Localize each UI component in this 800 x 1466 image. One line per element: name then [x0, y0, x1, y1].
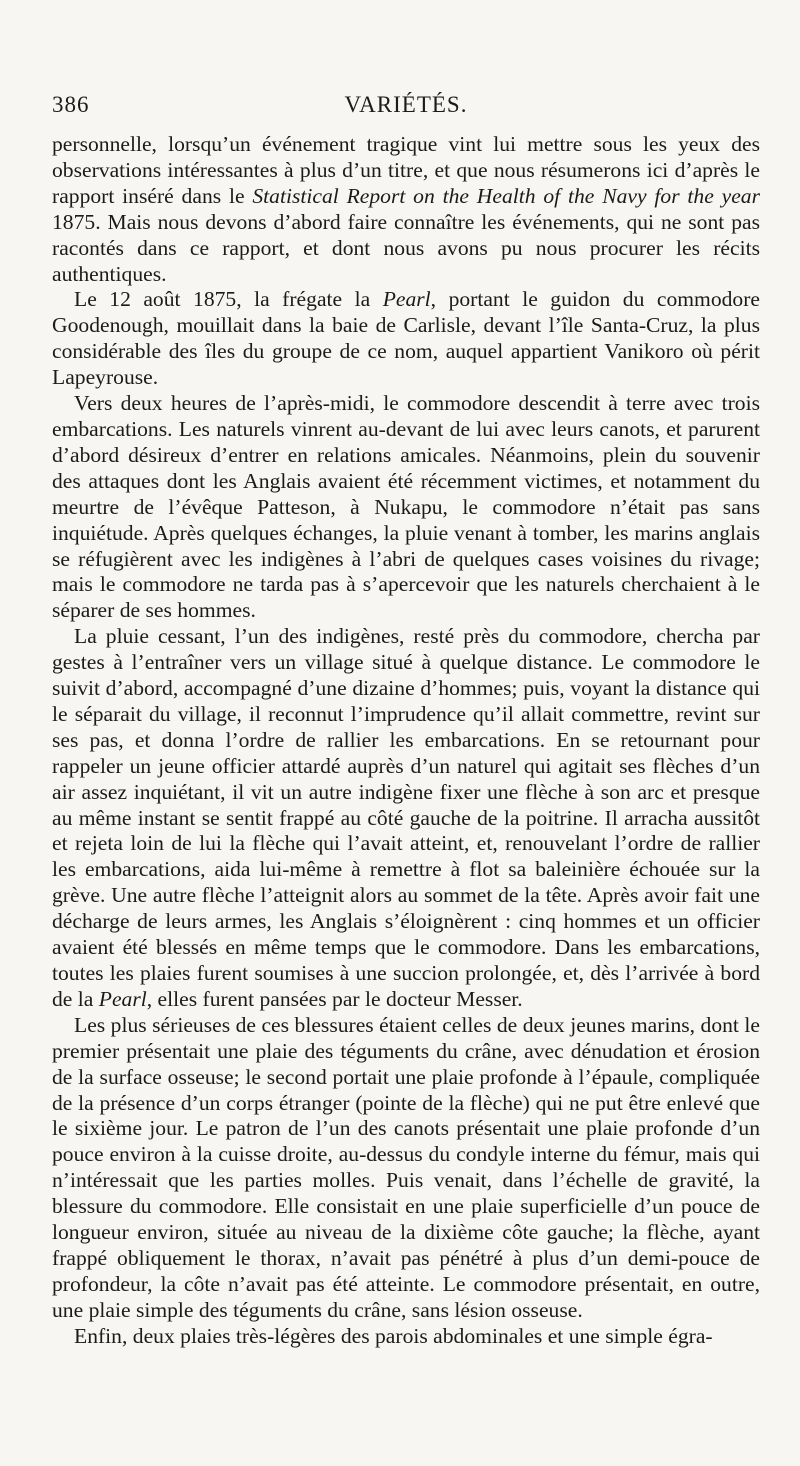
- paragraph-text: , elles furent pansées par le docteur Messer.: [146, 986, 523, 1011]
- paragraph-text: Vers deux heures de l’après-midi, le commodore descendit à terre avec trois embarcations. Les naturels vinrent au-devant de lui avec leurs canots, et parurent d’abord désireux d’entrer en relations amicales. Néanmoins, plein du souvenir des attaques dont les Anglais avaient été récemment victimes, et notamment du meurtre de l’évêque Patteson, à Nukapu, le commodore n’était pas sans inquiétude. Après quelques échanges, la pluie venant à tomber, les marins anglais se réfugièrent avec les indigènes à l’abri de quelques cases voisines du rivage; mais le commodore ne tarda pas à s’apercevoir que les naturels cherchaient à le séparer de ses hommes.: [52, 391, 760, 623]
- paragraph: [52, 287, 760, 391]
- body-text: [52, 132, 760, 1350]
- paragraph-text: Le 12 août 1875, la frégate la: [74, 287, 383, 312]
- paragraph-text: Les plus sérieuses de ces blessures étaient celles de deux jeunes marins, dont le premier présentait une plaie des téguments du crâne, avec dénudation et érosion de la surface osseuse; le second portait une plaie profonde à l’épaule, compliquée de la présence d’un corps étranger (pointe de la flèche) qui ne put être enlevé que le sixième jour. Le patron de l’un des canots présentait une plaie profonde d’un pouce environ à la cuisse droite, au-dessus du condyle interne du fémur, mais qui n’intéressait que les parties molles. Puis venait, dans l’échelle de gravité, la blessure du commodore. Elle consistait en une plaie superficielle d’un pouce de longueur environ, située au niveau de la dixième côte gauche; la flèche, ayant frappé obliquement le thorax, n’avait pas pénétré à plus d’un demi-pouce de profondeur, la côte n’avait pas été atteinte. Le commodore présentait, en outre, une plaie simple des téguments du crâne, sans lésion osseuse.: [52, 1012, 760, 1322]
- italic-text: Pearl: [382, 287, 431, 312]
- paragraph: [52, 624, 760, 1013]
- page-number: 386: [52, 92, 90, 117]
- paragraph-text: La pluie cessant, l’un des indigènes, resté près du commodore, chercha par gestes à l’entraîner vers un village situé à quelque distance. Le commodore le suivit d’abord, accompagné d’une dizaine d’hommes; puis, voyant la distance qui le séparait du village, il reconnut l’imprudence qu’il allait commettre, revint sur ses pas, et donna l’ordre de rallier les embarcations. En se retournant pour rappeler un jeune officier attardé auprès d’un naturel qui agitait ses flèches d’un air assez inquiétant, il vit un autre indigène fixer une flèche à son arc et presque au même instant se sentit frappé au côté gauche de la poitrine. Il arracha aussitôt et rejeta loin de lui la flèche qui l’avait atteint, et, renouvelant l’ordre de rallier les embarcations, aida lui-même à remettre à flot sa baleinière échouée sur la grève. Une autre flèche l’atteignit alors au sommet de la tête. Après avoir fait une décharge de leurs armes, les Anglais s’éloignèrent : cinq hommes et un officier avaient été blessés en même temps que le commodore. Dans les embarcations, toutes les plaies furent soumises à une succion prolongée, et, dès l’arrivée à bord de la: [52, 624, 760, 1011]
- paragraph-text: personnelle, lorsqu’un événement tragique vint lui mettre sous les yeux des observations intéressantes à plus d’un titre, et que nous résumerons ici d’après le rapport inséré dans le: [52, 132, 760, 208]
- paragraph: [52, 1324, 760, 1350]
- paragraph: [52, 1013, 760, 1324]
- italic-text: Statistical Report on the Health of the Navy for the year: [252, 183, 760, 208]
- running-title: VARIÉTÉS.: [344, 92, 468, 117]
- paragraph-text: Enfin, deux plaies très-légères des parois abdominales et une simple égra-: [74, 1323, 713, 1348]
- paragraph: [52, 391, 760, 624]
- paragraph-text: 1875. Mais nous devons d’abord faire connaître les événements, qui ne sont pas racontés dans ce rapport, et dont nous avons pu nous procurer les récits authentiques.: [52, 209, 760, 286]
- page-header: [52, 92, 760, 132]
- paragraph-text: , portant le guidon du commodore Goodenough, mouillait dans la baie de Carlisle, devant l’île Santa-Cruz, la plus considérable des îles du groupe de ce nom, auquel appartient Vanikoro où périt Lapeyrouse.: [52, 287, 760, 390]
- paragraph: [52, 132, 760, 287]
- italic-text: Pearl: [98, 986, 147, 1011]
